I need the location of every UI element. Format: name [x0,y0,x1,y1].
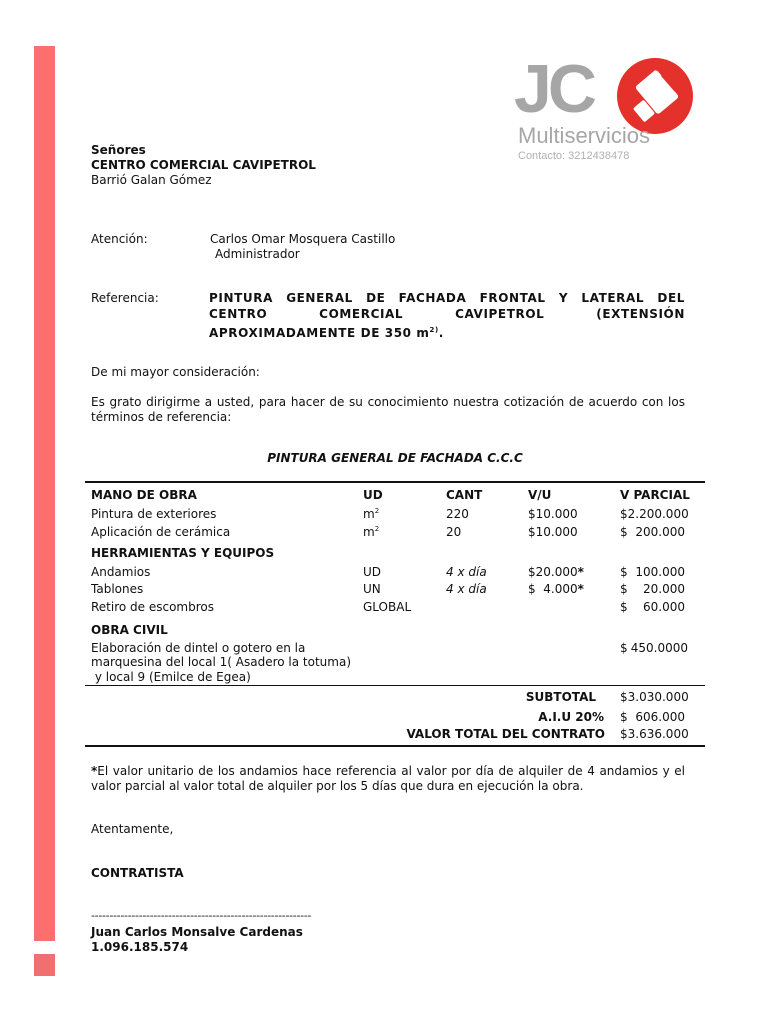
table-row-ud: UN [363,582,381,596]
aiu-value: 606.000 [635,710,685,724]
table-row-vu: $ 4.000* [528,582,584,596]
attention-label: Atención: [91,232,148,246]
table-row-vu: $20.000* [528,565,584,579]
table-row-cant: 4 x día [446,582,487,596]
table-top-rule [85,481,705,483]
subtotal-value: $3.030.000 [620,690,689,704]
table-row-vparcial-sign: $ [620,600,628,614]
logo-contact: Contacto: 3212438478 [518,150,630,162]
closing: Atentamente, [91,822,174,836]
recipient-address: Barrió Galan Gómez [91,173,212,187]
signer-id: 1.096.185.574 [91,940,189,954]
table-row-vparcial: 200.000 [635,525,685,539]
logo-subtitle: Multiservicios [518,123,651,148]
total-label: VALOR TOTAL DEL CONTRATO [406,727,605,741]
section-herramientas: HERRAMIENTAS Y EQUIPOS [91,546,275,560]
aiu-value-sign: $ [620,710,628,724]
table-row-desc: Andamios [91,565,151,579]
table-title: PINTURA GENERAL DE FACHADA C.C.C [267,451,523,465]
table-row-cant: 220 [446,507,469,521]
table-row-vparcial-sign: $ [620,525,628,539]
greeting: De mi mayor consideración: [91,365,260,379]
civil-vparcial-sign: $ [620,641,628,655]
civil-desc-line3: y local 9 (Emilce de Egea) [91,670,251,684]
header-desc: MANO DE OBRA [91,488,197,502]
table-row-desc: Pintura de exteriores [91,507,217,521]
intro-paragraph: Es grato dirigirme a usted, para hacer de su conocimiento nuestra cotización de acuerdo con los términos de referencia: [91,395,685,424]
signature-line: ------------------------------------------------------------ [91,909,312,922]
table-row-cant: 4 x día [446,565,487,579]
table-row-ud: GLOBAL [363,600,412,614]
table-row-vu: $10.000 [528,507,578,521]
signer-name: Juan Carlos Monsalve Cardenas [91,925,303,939]
logo-text: JC [514,51,593,127]
aiu-label: A.I.U 20% [538,710,604,724]
header-vparcial: V PARCIAL [620,488,690,502]
subtotal-label: SUBTOTAL [525,690,596,704]
table-row-ud: UD [363,565,382,579]
header-ud: UD [363,488,383,502]
table-bottom-rule [85,745,705,747]
reference-label: Referencia: [91,291,159,305]
table-row-desc: Tablones [91,582,144,596]
section-obra-civil: OBRA CIVIL [91,623,168,637]
table-row-desc: Aplicación de cerámica [91,525,231,539]
table-row-vparcial: 100.000 [635,565,685,579]
table-row-ud: $m^2$ [363,507,380,521]
contractor-label: CONTRATISTA [91,866,184,880]
table-mid-rule [85,685,705,686]
table-row-ud: $m^2$ [363,525,380,539]
recipient-salutation: Señores [91,143,146,157]
table-row-vu: $10.000 [528,525,578,539]
sidebar-accent-footer [34,954,55,976]
header-cant: CANT [446,488,483,502]
total-value: $3.636.000 [620,727,689,741]
table-row-cant: 20 [446,525,462,539]
recipient-company: CENTRO COMERCIAL CAVIPETROL [91,158,316,172]
sidebar-accent-bar [34,46,55,941]
table-row-vparcial: $2.200.000 [620,507,689,521]
table-row-desc: Retiro de escombros [91,600,215,614]
attention-role: Administrador [215,247,300,261]
civil-desc-line1: Elaboración de dintel o gotero en la [91,641,306,655]
civil-vparcial: 450.0000 [630,641,688,655]
reference-text: PINTURA GENERAL DE FACHADA FRONTAL Y LATERAL DEL CENTRO COMERCIAL CAVIPETROL (EXTENSIÓN APROXIMADAMENTE DE 350 $m^{2)}$. [209,291,685,340]
header-vu: V/U [528,488,552,502]
attention-name: Carlos Omar Mosquera Castillo [210,232,396,246]
civil-desc-line2: marquesina del local 1( Asadero la totuma) [91,655,352,669]
footnote: *El valor unitario de los andamios hace referencia al valor por día de alquiler de 4 andamios y el valor parcial al valor total de alquiler por los 5 días que dura en ejecución la obra. [91,764,685,793]
table-row-vparcial-sign: $ [620,565,628,579]
table-row-vparcial: 20.000 [643,582,685,596]
table-row-vparcial-sign: $ [620,582,628,596]
table-row-vparcial: 60.000 [643,600,685,614]
